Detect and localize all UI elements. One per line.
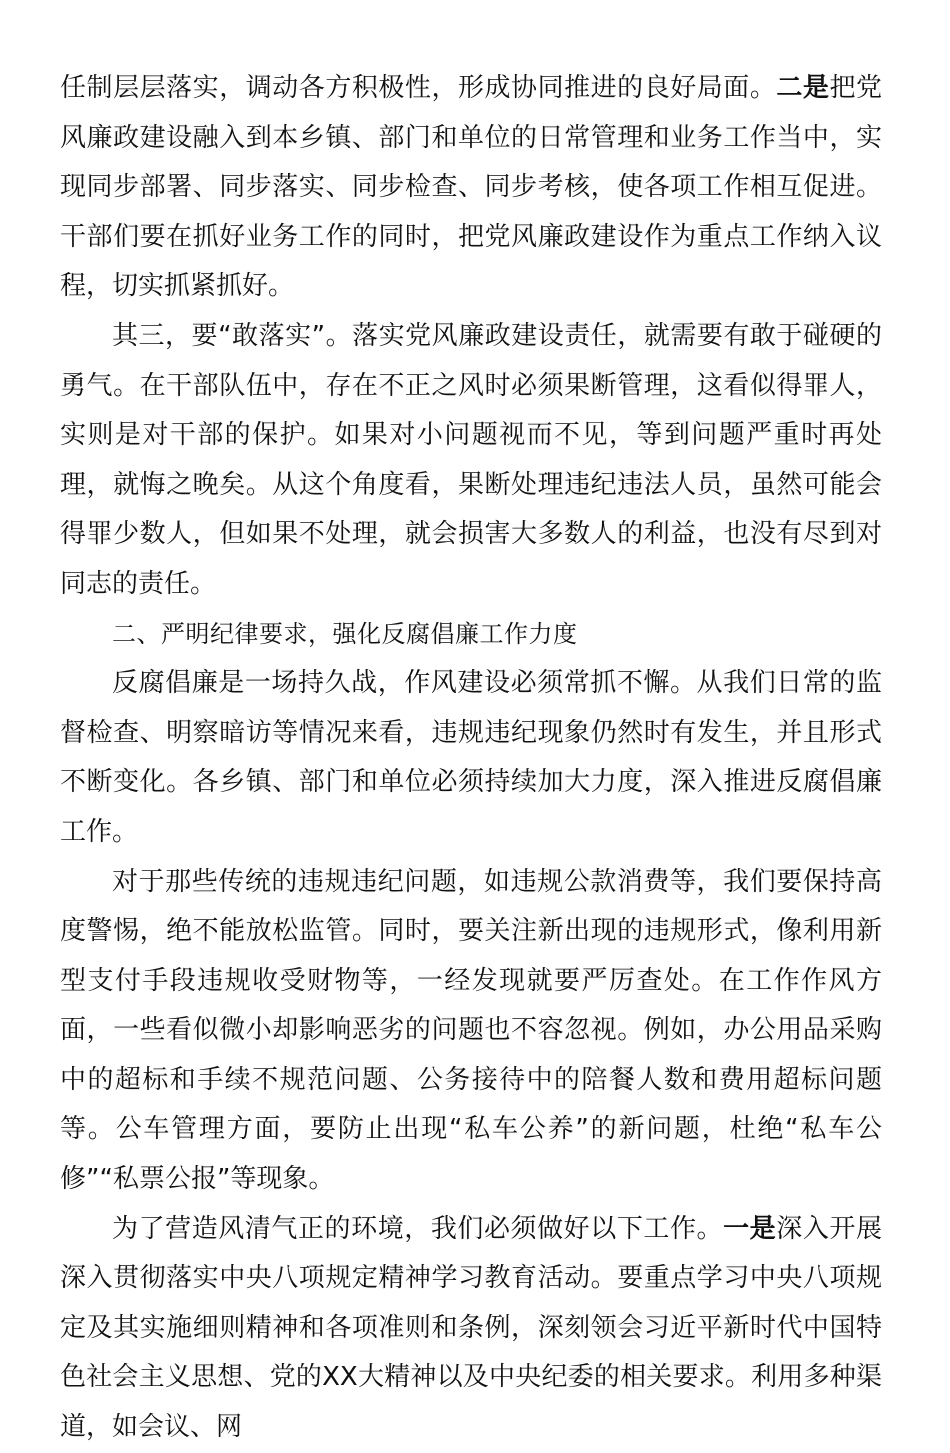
paragraph-text: 把党风廉政建设融入到本乡镇、部门和单位的日常管理和业务工作当中，实现同步部署、同步落实、同步检查、同步考核，使各项工作相互促进。干部们要在抓好业务工作的同时，把党风廉政建设作为重点工作纳入议程，切实抓紧抓好。 [60, 73, 882, 302]
paragraph-anti-corruption: 反腐倡廉是一场持久战，作风建设必须常抓不懈。从我们日常的监督检查、明察暗访等情况来看，违规违纪现象仍然时有发生，并且形式不断变化。各乡镇、部门和单位必须持续加大力度，深入推进反腐倡廉工作。 [60, 668, 882, 847]
document-body [60, 64, 882, 1453]
paragraph-violations: 对于那些传统的违规违纪问题，如违规公款消费等，我们要保持高度警惕，绝不能放松监管。同时，要关注新出现的违规形式，像利用新型支付手段违规收受财物等，一经发现就要严厉查处。在工作作风方面，一些看似微小却影响恶劣的问题也不容忽视。例如，办公用品采购中的超标和手续不规范问题、公务接待中的陪餐人数和费用超标问题等。公车管理方面，要防止出现“私车公养”的新问题，杜绝“私车公修”“私票公报”等现象。 [60, 866, 882, 1195]
paragraph-tasks [60, 1205, 882, 1453]
paragraph-continuation [60, 64, 882, 312]
paragraph-text: 深入开展深入贯彻落实中央八项规定精神学习教育活动。要重点学习中央八项规定及其实施细则精神和各项准则和条例，深刻领会习近平新时代中国特色社会主义思想、党的XX大精神以及中央纪委的相关要求。利用多种渠道，如会议、网 [60, 1213, 882, 1443]
paragraph-dare-to-implement: 其三，要“敢落实”。落实党风廉政建设责任，就需要有敢于碰硬的勇气。在干部队伍中，存在不正之风时必须果断管理，这看似得罪人，实则是对干部的保护。如果对小问题视而不见，等到问题严重时再处理，就悔之晚矣。从这个角度看，果断处理违纪违法人员，虽然可能会得罪少数人，但如果不处理，就会损害大多数人的利益，也没有尽到对同志的责任。 [60, 320, 882, 599]
section-heading: 二、严明纪律要求，强化反腐倡廉工作力度 [112, 619, 578, 648]
bold-marker-first: 一是 [723, 1213, 777, 1244]
paragraph-text: 为了营造风清气正的环境，我们必须做好以下工作。 [112, 1213, 724, 1244]
paragraph-text: 任制层层落实，调动各方积极性，形成协同推进的良好局面。 [60, 73, 777, 103]
bold-marker-second: 二是 [776, 73, 830, 103]
